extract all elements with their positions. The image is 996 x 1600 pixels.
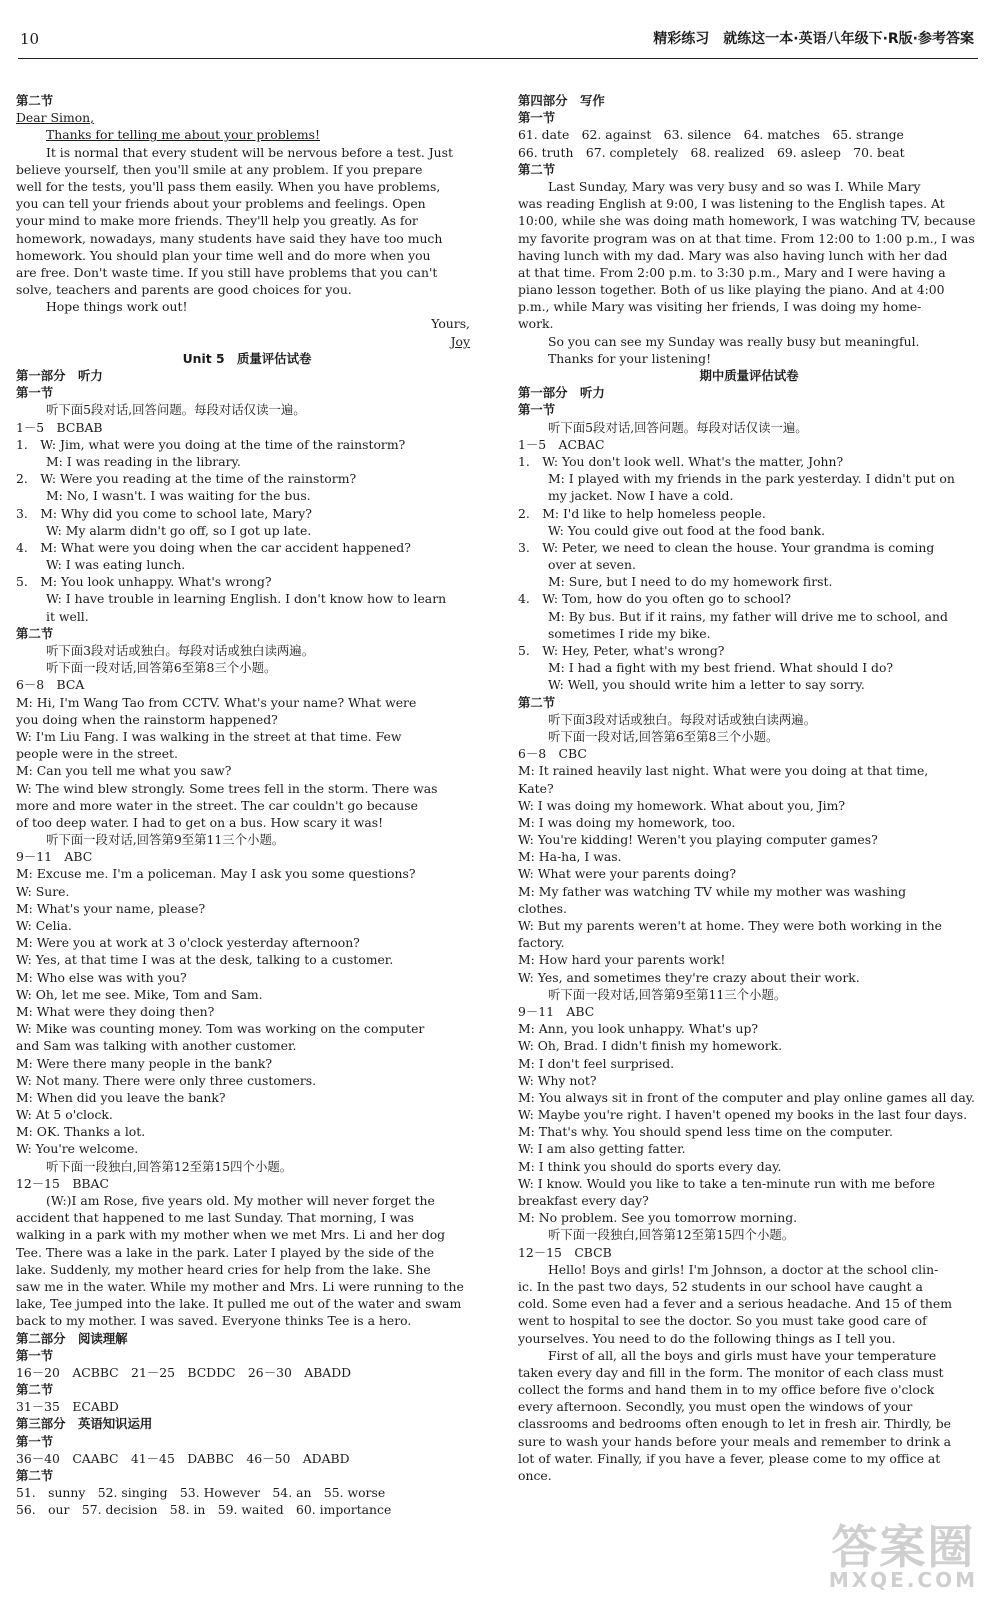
right-text-line: breakfast every day? bbox=[518, 1193, 649, 1208]
left-text-line: Hope things work out! bbox=[46, 299, 188, 315]
left-text-line: 第二节 bbox=[16, 93, 54, 108]
right-text-line: M: It rained heavily last night. What were you doing at that time, bbox=[518, 763, 929, 779]
right-text-line: W: You're kidding! Weren't you playing computer games? bbox=[518, 832, 878, 848]
left-text-line: W: Celia. bbox=[16, 918, 72, 933]
left-text-line: W: Oh, let me see. Mike, Tom and Sam. bbox=[16, 986, 263, 1002]
left-text-line: 16－20 ACBBC 21－25 BCDDC 26－30 ABADD bbox=[16, 1364, 352, 1380]
right-text-line: piano lesson together. Both of us like playing the piano. And at 4:00 bbox=[518, 282, 945, 298]
left-text-line: Dear Simon, bbox=[16, 110, 95, 126]
right-text-line: p.m., while Mary was visiting her friends, I was doing my home- bbox=[518, 299, 922, 315]
left-text-line: M: OK. Thanks a lot. bbox=[16, 1124, 146, 1140]
page-number: 10 bbox=[20, 30, 40, 48]
left-text-line: M: I was reading in the library. bbox=[46, 453, 241, 469]
left-text-line: Thanks for telling me about your problems! bbox=[46, 127, 321, 143]
left-text-line: people were in the street. bbox=[16, 746, 178, 762]
left-text-line: It is normal that every student will be nervous before a test. Just bbox=[46, 144, 453, 160]
left-text-line: well for the tests, you'll pass them easily. When you have problems, bbox=[16, 178, 441, 194]
right-text-line: So you can see my Sunday was really busy but meaningful. bbox=[548, 333, 920, 349]
watermark-logo bbox=[828, 1520, 978, 1592]
left-text-line: Yours, bbox=[431, 316, 470, 332]
right-text-line: clothes. bbox=[518, 900, 567, 916]
left-text-line: you can tell your friends about your problems and feelings. Open bbox=[16, 196, 426, 212]
right-text-line: M: I don't feel surprised. bbox=[518, 1055, 675, 1071]
right-text-line: W: Why not? bbox=[518, 1072, 597, 1088]
left-text-line: 2. W: Were you reading at the time of the rainstorm? bbox=[16, 471, 357, 487]
left-text-line: you doing when the rainstorm happened? bbox=[16, 711, 278, 727]
left-text-line: back to my mother. I was saved. Everyone thinks Tee is a hero. bbox=[16, 1313, 412, 1329]
right-text-line: 61. date 62. against 63. silence 64. matches 65. strange bbox=[518, 127, 904, 143]
left-text-line: and Sam was talking with another customer. bbox=[16, 1038, 297, 1054]
left-text-line: W: You're welcome. bbox=[16, 1141, 139, 1157]
left-text-line: 听下面5段对话,回答问题。每段对话仅读一遍。 bbox=[46, 402, 306, 418]
right-text-line: 听下面5段对话,回答问题。每段对话仅读一遍。 bbox=[548, 419, 808, 435]
left-text-line: M: What's your name, please? bbox=[16, 900, 206, 916]
left-text-line: 听下面一段对话,回答第6至第8三个小题。 bbox=[46, 660, 277, 676]
right-text-line: my favorite program was on at that time. From 12:00 to 1:00 p.m., I was bbox=[518, 230, 975, 246]
left-text-line: saw me in the water. While my mother and Mrs. Li were running to the bbox=[16, 1278, 464, 1294]
right-text-line: 5. W: Hey, Peter, what's wrong? bbox=[518, 643, 725, 658]
left-text-line: M: Who else was with you? bbox=[16, 969, 187, 985]
right-text-line: W: Well, you should write him a letter to say sorry. bbox=[548, 677, 865, 693]
right-text-line: 听下面一段对话,回答第6至第8三个小题。 bbox=[548, 728, 779, 744]
left-text-line: 第一节 bbox=[16, 385, 54, 401]
right-text-line: 第一节 bbox=[518, 110, 556, 126]
right-text-line: factory. bbox=[518, 935, 565, 951]
right-text-line: Thanks for your listening! bbox=[548, 350, 712, 366]
right-text-line: First of all, all the boys and girls must have your temperature bbox=[548, 1347, 937, 1363]
right-text-line: W: I am also getting fatter. bbox=[518, 1141, 686, 1157]
right-text-line: 66. truth 67. completely 68. realized 69. asleep 70. beat bbox=[518, 144, 905, 160]
right-text-line: taken every day and fill in the form. The monitor of each class must bbox=[518, 1364, 944, 1380]
left-text-line: 1－5 BCBAB bbox=[16, 419, 103, 435]
left-text-line: W: The wind blew strongly. Some trees fell in the storm. There was bbox=[16, 780, 438, 796]
left-text-line: 12－15 BBAC bbox=[16, 1175, 109, 1191]
right-text-line: 期中质量评估试卷 bbox=[699, 368, 799, 383]
left-text-line: Unit 5 质量评估试卷 bbox=[182, 350, 312, 366]
left-text-line: M: When did you leave the bank? bbox=[16, 1089, 226, 1105]
right-text-line: M: No problem. See you tomorrow morning. bbox=[518, 1210, 798, 1226]
right-text-line: W: What were your parents doing? bbox=[518, 866, 736, 882]
left-text-line: solve, teachers and parents are good choices for you. bbox=[16, 282, 352, 298]
right-text-line: W: I know. Would you like to take a ten-minute run with me before bbox=[518, 1175, 935, 1191]
left-text-line: walking in a park with my mother when we met Mrs. Li and her dog bbox=[16, 1227, 446, 1243]
right-text-line: W: Maybe you're right. I haven't opened my books in the last four days. bbox=[518, 1107, 968, 1123]
right-text-line: M: I think you should do sports every day. bbox=[518, 1158, 782, 1174]
left-text-line: 36－40 CAABC 41－45 DABBC 46－50 ADABD bbox=[16, 1450, 350, 1466]
left-text-line: M: Can you tell me what you saw? bbox=[16, 763, 232, 779]
right-text-line: M: That's why. You should spend less time on the computer. bbox=[518, 1124, 893, 1140]
left-text-line: W: At 5 o'clock. bbox=[16, 1107, 113, 1123]
right-text-line: M: I was doing my homework, too. bbox=[518, 814, 736, 830]
right-text-line: having lunch with my dad. Mary was also having lunch with her dad bbox=[518, 247, 948, 263]
watermark-url: MXQE.COM bbox=[828, 1568, 978, 1592]
right-text-line: once. bbox=[518, 1468, 552, 1483]
right-text-line: 10:00, while she was doing math homework, I was watching TV, because bbox=[518, 213, 976, 229]
right-text-line: 第一部分 听力 bbox=[518, 385, 605, 401]
left-text-line: of too deep water. I had to get on a bus. How scary it was! bbox=[16, 814, 384, 830]
left-text-line: M: Hi, I'm Wang Tao from CCTV. What's your name? What were bbox=[16, 694, 417, 710]
left-text-line: lake. Suddenly, my mother heard cries for help from the lake. She bbox=[16, 1261, 431, 1277]
left-text-line: 4. M: What were you doing when the car accident happened? bbox=[16, 539, 411, 555]
left-text-line: 1. W: Jim, what were you doing at the time of the rainstorm? bbox=[16, 436, 406, 452]
right-text-line: M: I played with my friends in the park yesterday. I didn't put on bbox=[548, 471, 955, 487]
right-text-line: 4. W: Tom, how do you often go to school? bbox=[518, 591, 791, 607]
right-text-line: sometimes I ride my bike. bbox=[548, 625, 711, 641]
right-text-line: 听下面3段对话或独白。每段对话或独白读两遍。 bbox=[548, 711, 817, 727]
right-text-line: 3. W: Peter, we need to clean the house. Your grandma is coming bbox=[518, 539, 935, 555]
right-text-line: 第二节 bbox=[518, 161, 556, 177]
page-header bbox=[18, 18, 978, 59]
left-text-line: 51. sunny 52. singing 53. However 54. an 55. worse bbox=[16, 1485, 386, 1501]
left-text-line: 56. our 57. decision 58. in 59. waited 60. importance bbox=[16, 1502, 392, 1518]
right-text-line: at that time. From 2:00 p.m. to 3:30 p.m., Mary and I were having a bbox=[518, 264, 946, 280]
right-text-line: Last Sunday, Mary was very busy and so was I. While Mary bbox=[548, 178, 921, 194]
left-text-line: W: Not many. There were only three customers. bbox=[16, 1072, 317, 1088]
right-text-line: 9－11 ABC bbox=[518, 1003, 595, 1019]
right-text-line: M: By bus. But if it rains, my father will drive me to school, and bbox=[548, 608, 948, 624]
left-text-line: 第二节 bbox=[16, 1468, 54, 1483]
right-text-line: M: Ann, you look unhappy. What's up? bbox=[518, 1021, 759, 1037]
left-text-line: M: What were they doing then? bbox=[16, 1003, 215, 1019]
left-text-line: 听下面一段独白,回答第12至第15四个小题。 bbox=[46, 1158, 293, 1174]
left-text-line: W: Sure. bbox=[16, 883, 70, 899]
right-text-line: M: Ha-ha, I was. bbox=[518, 849, 622, 865]
right-text-line: yourselves. You need to do the following things as I tell you. bbox=[518, 1330, 896, 1346]
right-text-line: W: You could give out food at the food bank. bbox=[548, 522, 826, 538]
right-text-line: M: My father was watching TV while my mother was washing bbox=[518, 883, 907, 899]
right-text-line: M: How hard your parents work! bbox=[518, 952, 726, 968]
right-text-line: was reading English at 9:00, I was listening to the English tapes. At bbox=[518, 196, 945, 212]
right-text-line: lot of water. Finally, if you have a fever, please come to my office at bbox=[518, 1450, 941, 1466]
right-text-line: my jacket. Now I have a cold. bbox=[548, 488, 734, 504]
left-text-line: believe yourself, then you'll smile at any problem. If you prepare bbox=[16, 161, 423, 177]
left-text-line: 第三部分 英语知识运用 bbox=[16, 1416, 153, 1432]
left-text-line: Joy bbox=[450, 333, 470, 349]
right-text-line: 听下面一段对话,回答第9至第11三个小题。 bbox=[548, 986, 787, 1002]
left-text-line: (W:)I am Rose, five years old. My mother will never forget the bbox=[46, 1193, 435, 1208]
left-text-line: 3. M: Why did you come to school late, Mary? bbox=[16, 505, 312, 521]
left-text-line: 第一节 bbox=[16, 1433, 54, 1449]
left-text-line: lake, Tee jumped into the lake. It pulled me out of the water and swam bbox=[16, 1296, 462, 1312]
right-text-line: 1. W: You don't look well. What's the matter, John? bbox=[518, 453, 844, 469]
left-text-line: 第二节 bbox=[16, 1382, 54, 1398]
running-title: 精彩练习 就练这一本·英语八年级下·R版·参考答案 bbox=[653, 31, 974, 47]
right-text-line: Kate? bbox=[518, 780, 554, 796]
left-text-line: Tee. There was a lake in the park. Later I played by the side of the bbox=[16, 1244, 435, 1260]
left-text-line: W: Mike was counting money. Tom was working on the computer bbox=[16, 1021, 425, 1037]
right-column bbox=[518, 92, 980, 1484]
left-text-line: 5. M: You look unhappy. What's wrong? bbox=[16, 574, 272, 590]
right-text-line: cold. Some even had a fever and a serious headache. And 15 of them bbox=[518, 1296, 952, 1312]
left-text-line: W: I have trouble in learning English. I don't know how to learn bbox=[46, 591, 447, 607]
right-text-line: classrooms and bedrooms often enough to let in fresh air. Thirdly, be bbox=[518, 1416, 951, 1432]
left-text-line: more and more water in the street. The car couldn't go because bbox=[16, 797, 418, 813]
right-text-line: ic. In the past two days, 52 students in our school have caught a bbox=[518, 1278, 923, 1294]
right-text-line: W: Yes, and sometimes they're crazy about their work. bbox=[518, 969, 860, 985]
right-text-line: 2. M: I'd like to help homeless people. bbox=[518, 505, 766, 521]
left-text-line: M: No, I wasn't. I was waiting for the bus. bbox=[46, 488, 311, 504]
left-text-line: 31－35 ECABD bbox=[16, 1399, 119, 1415]
left-text-line: W: Yes, at that time I was at the desk, talking to a customer. bbox=[16, 952, 394, 968]
right-text-line: Hello! Boys and girls! I'm Johnson, a doctor at the school clin- bbox=[548, 1261, 939, 1277]
right-text-line: 第一节 bbox=[518, 402, 556, 418]
left-text-line: it well. bbox=[46, 608, 89, 624]
left-text-line: M: Were there many people in the bank? bbox=[16, 1055, 273, 1071]
left-text-line: 听下面一段对话,回答第9至第11三个小题。 bbox=[46, 832, 285, 848]
right-text-line: W: Oh, Brad. I didn't finish my homework. bbox=[518, 1038, 783, 1054]
right-text-line: every afternoon. Secondly, you must open the windows of your bbox=[518, 1399, 913, 1415]
watermark-text: 答案圈 bbox=[831, 1520, 976, 1574]
left-text-line: W: I was eating lunch. bbox=[46, 557, 186, 573]
right-text-line: collect the forms and hand them in to my office before five o'clock bbox=[518, 1382, 935, 1398]
left-text-line: homework, nowadays, many students have said they have too much bbox=[16, 230, 443, 246]
right-text-line: 听下面一段独白,回答第12至第15四个小题。 bbox=[548, 1227, 795, 1243]
right-text-line: went to hospital to see the doctor. So you must take good care of bbox=[518, 1313, 927, 1329]
right-text-line: W: But my parents weren't at home. They were both working in the bbox=[518, 918, 942, 933]
left-text-line: 听下面3段对话或独白。每段对话或独白读两遍。 bbox=[46, 643, 315, 658]
right-text-line: 1－5 ACBAC bbox=[518, 436, 605, 452]
left-text-line: your mind to make more friends. They'll help you greatly. As for bbox=[16, 213, 418, 229]
left-text-line: 6－8 BCA bbox=[16, 677, 85, 693]
right-text-line: 12－15 CBCB bbox=[518, 1244, 612, 1260]
right-text-line: sure to wash your hands before your meals and remember to drink a bbox=[518, 1433, 952, 1449]
left-text-line: accident that happened to me last Sunday. That morning, I was bbox=[16, 1210, 415, 1226]
left-text-line: M: Excuse me. I'm a policeman. May I ask you some questions? bbox=[16, 866, 416, 882]
left-text-line: 第二节 bbox=[16, 625, 54, 641]
left-text-line: 第一节 bbox=[16, 1347, 54, 1363]
right-text-line: M: Sure, but I need to do my homework first. bbox=[548, 574, 833, 590]
right-text-line: M: You always sit in front of the computer and play online games all day. bbox=[518, 1089, 975, 1105]
left-text-line: W: I'm Liu Fang. I was walking in the street at that time. Few bbox=[16, 728, 402, 744]
right-text-line: 第二节 bbox=[518, 694, 556, 710]
right-text-line: W: I was doing my homework. What about you, Jim? bbox=[518, 797, 846, 813]
right-text-line: M: I had a fight with my best friend. What should I do? bbox=[548, 660, 894, 676]
left-text-line: are free. Don't waste time. If you still have problems that you can't bbox=[16, 264, 438, 280]
left-text-line: homework. You should plan your time well and do more when you bbox=[16, 247, 431, 263]
right-text-line: 6－8 CBC bbox=[518, 746, 587, 762]
right-text-line: 第四部分 写作 bbox=[518, 93, 605, 108]
right-text-line: work. bbox=[518, 316, 554, 332]
left-text-line: 9－11 ABC bbox=[16, 849, 93, 865]
left-text-line: M: Were you at work at 3 o'clock yesterday afternoon? bbox=[16, 935, 360, 951]
left-text-line: 第一部分 听力 bbox=[16, 368, 103, 383]
left-text-line: W: My alarm didn't go off, so I got up late. bbox=[46, 522, 312, 538]
left-text-line: 第二部分 阅读理解 bbox=[16, 1330, 128, 1346]
right-text-line: over at seven. bbox=[548, 557, 636, 573]
left-column bbox=[16, 92, 478, 1519]
